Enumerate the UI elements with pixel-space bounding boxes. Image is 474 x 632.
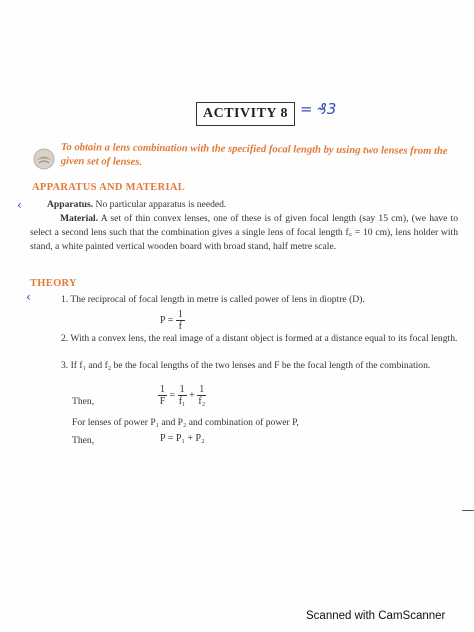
eq2-num-3: 1: [199, 384, 205, 395]
pen-mark-apparatus: ‹: [17, 198, 22, 212]
activity-objective: To obtain a lens combination with the specified focal length by using two lenses from the given set of lenses.: [60, 141, 448, 168]
apparatus-label: Apparatus.: [47, 199, 94, 210]
book-logo-icon: [32, 147, 56, 171]
eq2-den-2: f₁: [178, 396, 186, 407]
eq1-numerator: 1: [177, 309, 183, 320]
eq2-term-1: [158, 384, 167, 407]
eq2-plus: +: [189, 389, 195, 401]
eq2-den-1: F: [159, 396, 166, 407]
pen-mark-theory: ‹: [26, 290, 31, 304]
material-label: Material.: [60, 213, 99, 224]
theory-item-3: 3. If f₁ and f₂ be the focal lengths of the two lenses and F be the focal length of the combination.: [61, 360, 431, 371]
eq2-term-3: [197, 384, 206, 407]
eq1-lhs: P =: [160, 314, 174, 326]
eq1-denominator: f: [178, 321, 183, 332]
material-text: A set of thin convex lenses, one of these is of given focal length (say 15 cm), (we have to select a second lens such that the combination gives a single lens of focal length f꜀ = 10 cm), lens holder with stand, a white painted vertical wooden board with broad stand, half metre scale.: [30, 213, 458, 252]
apparatus-text: No particular apparatus is needed.: [95, 199, 227, 210]
theory-item-1: 1. The reciprocal of focal length in metre is called power of lens in dioptre (D).: [61, 294, 365, 305]
then-label-1: Then,: [72, 396, 95, 407]
equation-power: [160, 309, 185, 332]
eq2-den-3: f₂: [198, 396, 206, 407]
handwritten-note: = ₰3: [300, 100, 337, 118]
equation-power-sum: P = P₁ + P₂: [160, 433, 205, 444]
apparatus-line: [47, 198, 457, 212]
eq2-num-1: 1: [160, 384, 165, 395]
eq2-num-2: 1: [179, 384, 185, 395]
then-label-2: Then,: [72, 435, 95, 446]
material-paragraph: [30, 212, 458, 253]
power-line: For lenses of power P₁ and P₂ and combination of power P,: [72, 417, 299, 428]
theory-heading: THEORY: [30, 278, 77, 289]
equation-lens-combination: [158, 384, 206, 407]
edge-mark: [462, 510, 474, 511]
scanner-watermark: Scanned with CamScanner: [306, 610, 446, 622]
eq2-term-2: [178, 384, 187, 407]
theory-item-2: 2. With a convex lens, the real image of a distant object is formed at a distance equal to its focal length.: [61, 333, 458, 344]
apparatus-heading: APPARATUS AND MATERIAL: [32, 182, 186, 193]
activity-title: ACTIVITY 8: [196, 102, 295, 126]
eq2-equals: =: [169, 389, 176, 401]
eq1-fraction: [176, 309, 185, 332]
